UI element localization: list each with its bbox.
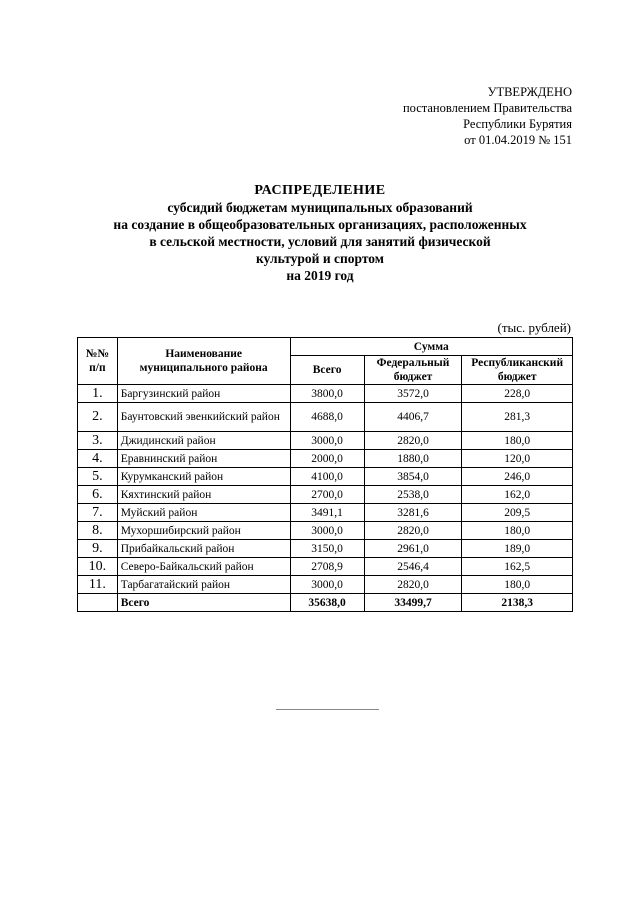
row-total: 4100,0	[290, 468, 364, 486]
row-republic: 180,0	[462, 522, 573, 540]
total-sum: 35638,0	[290, 594, 364, 612]
row-number: 10.	[78, 558, 118, 576]
table-row	[78, 558, 573, 576]
total-label: Всего	[117, 594, 290, 612]
row-republic: 228,0	[462, 385, 573, 403]
header-name-line-1: Наименование	[165, 348, 242, 360]
header-federal-line-2: бюджет	[393, 371, 433, 383]
table-row	[78, 576, 573, 594]
row-number: 4.	[78, 450, 118, 468]
table-row	[78, 450, 573, 468]
row-number: 9.	[78, 540, 118, 558]
row-total: 2708,9	[290, 558, 364, 576]
header-number	[78, 338, 118, 385]
row-federal: 2820,0	[364, 432, 462, 450]
row-district: Кяхтинский район	[117, 486, 290, 504]
total-row	[78, 594, 573, 612]
row-federal: 3854,0	[364, 468, 462, 486]
header-federal-line-1: Федеральный	[376, 357, 450, 369]
row-federal: 1880,0	[364, 450, 462, 468]
row-republic: 162,0	[462, 486, 573, 504]
row-total: 4688,0	[290, 403, 364, 432]
title-line-4: культурой и спортом	[256, 251, 384, 266]
row-total: 3150,0	[290, 540, 364, 558]
row-district: Тарбагатайский район	[117, 576, 290, 594]
approval-title: УТВЕРЖДЕНО	[487, 85, 572, 99]
title-line-2: на создание в общеобразовательных организациях, расположенных	[113, 217, 527, 232]
table-row	[78, 468, 573, 486]
row-number: 8.	[78, 522, 118, 540]
row-district: Курумканский район	[117, 468, 290, 486]
table-row	[78, 540, 573, 558]
row-district: Еравнинский район	[117, 450, 290, 468]
approval-decree: постановлением Правительства	[402, 101, 572, 115]
row-total: 3800,0	[290, 385, 364, 403]
row-number: 1.	[78, 385, 118, 403]
title-line-1: субсидий бюджетам муниципальных образований	[167, 200, 473, 215]
row-republic: 246,0	[462, 468, 573, 486]
row-republic: 180,0	[462, 576, 573, 594]
row-federal: 2820,0	[364, 576, 462, 594]
approval-block	[403, 84, 572, 148]
header-name-line-2: муниципального района	[139, 362, 268, 374]
row-number: 7.	[78, 504, 118, 522]
title-line-3: в сельской местности, условий для занятий физической	[149, 234, 491, 249]
header-republic-line-1: Республиканский	[471, 357, 564, 369]
header-row-1	[78, 338, 573, 356]
row-number: 11.	[78, 576, 118, 594]
header-republic	[462, 356, 573, 385]
row-district: Джидинский район	[117, 432, 290, 450]
title-main: РАСПРЕДЕЛЕНИЕ	[254, 183, 386, 198]
header-federal	[364, 356, 462, 385]
approval-republic: Республики Бурятия	[463, 117, 572, 131]
table-row	[78, 504, 573, 522]
row-district: Прибайкальский район	[117, 540, 290, 558]
header-republic-line-2: бюджет	[497, 371, 537, 383]
row-federal: 4406,7	[364, 403, 462, 432]
document-title	[60, 182, 580, 284]
distribution-table	[77, 337, 573, 612]
header-name	[117, 338, 290, 385]
table-row	[78, 522, 573, 540]
row-total: 2000,0	[290, 450, 364, 468]
total-republic: 2138,3	[462, 594, 573, 612]
row-number: 2.	[78, 403, 118, 432]
row-number: 3.	[78, 432, 118, 450]
row-total: 2700,0	[290, 486, 364, 504]
table-row	[78, 486, 573, 504]
total-federal: 33499,7	[364, 594, 462, 612]
table-row	[78, 385, 573, 403]
approval-date-number: от 01.04.2019 № 151	[464, 133, 572, 147]
row-federal: 2961,0	[364, 540, 462, 558]
row-district: Муйский район	[117, 504, 290, 522]
header-number-line-1: №№	[85, 348, 109, 360]
row-republic: 120,0	[462, 450, 573, 468]
row-republic: 281,3	[462, 403, 573, 432]
header-total: Всего	[290, 356, 364, 385]
closing-divider	[276, 709, 379, 710]
table-row	[78, 432, 573, 450]
row-district: Баунтовский эвенкийский район	[117, 403, 290, 432]
row-republic: 209,5	[462, 504, 573, 522]
row-federal: 3281,6	[364, 504, 462, 522]
header-number-line-2: п/п	[89, 362, 106, 374]
row-federal: 2546,4	[364, 558, 462, 576]
row-federal: 2538,0	[364, 486, 462, 504]
row-federal: 2820,0	[364, 522, 462, 540]
row-number: 5.	[78, 468, 118, 486]
table-row	[78, 403, 573, 432]
header-sum: Сумма	[290, 338, 572, 356]
row-republic: 180,0	[462, 432, 573, 450]
row-district: Мухоршибирский район	[117, 522, 290, 540]
row-total: 3000,0	[290, 576, 364, 594]
row-republic: 162,5	[462, 558, 573, 576]
row-federal: 3572,0	[364, 385, 462, 403]
row-district: Баргузинский район	[117, 385, 290, 403]
total-row-number	[78, 594, 118, 612]
row-total: 3000,0	[290, 522, 364, 540]
row-total: 3491,1	[290, 504, 364, 522]
row-republic: 189,0	[462, 540, 573, 558]
row-district: Северо-Байкальский район	[117, 558, 290, 576]
title-line-5: на 2019 год	[286, 268, 354, 283]
row-number: 6.	[78, 486, 118, 504]
unit-label: (тыс. рублей)	[497, 320, 571, 335]
row-total: 3000,0	[290, 432, 364, 450]
